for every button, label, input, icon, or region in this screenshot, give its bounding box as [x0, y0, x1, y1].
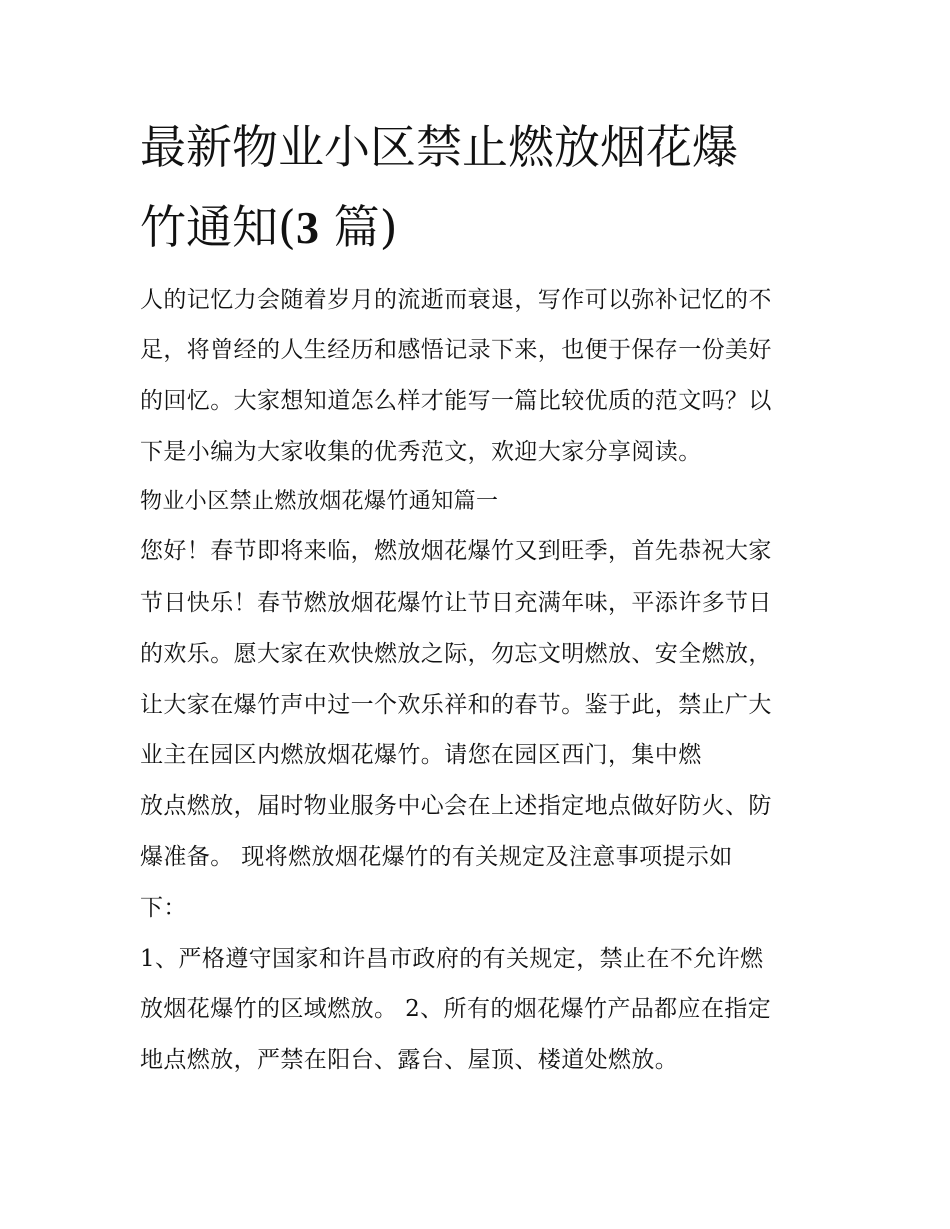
document-title-line-2 [140, 200, 398, 254]
intro-line-2: 足，将曾经的人生经历和感悟记录下来，也便于保存一份美好 [140, 337, 772, 363]
title-part-pre: 竹通知( [140, 200, 296, 254]
document-title-line-1: 最新物业小区禁止燃放烟花爆 [140, 120, 738, 174]
body-line-4: 让大家在爆竹声中过一个欢乐祥和的春节。鉴于此，禁止广大 [140, 692, 772, 718]
body-line-2: 节日快乐！春节燃放烟花爆竹让节日充满年味，平添许多节日 [140, 590, 772, 616]
body-line-1: 您好！春节即将来临，燃放烟花爆竹又到旺季，首先恭祝大家 [140, 538, 772, 564]
body-line-8: 下： [140, 895, 187, 921]
intro-line-1: 人的记忆力会随着岁月的流逝而衰退，写作可以弥补记忆的不 [140, 287, 772, 313]
body-line-6: 放点燃放，届时物业服务中心会在上述指定地点做好防火、防 [140, 793, 772, 819]
body-line-11: 地点燃放，严禁在阳台、露台、屋顶、楼道处燃放。 [140, 1047, 679, 1073]
title-part-number: 3 [295, 202, 319, 253]
body-line-3: 的欢乐。愿大家在欢快燃放之际，勿忘文明燃放、安全燃放， [140, 641, 772, 667]
intro-line-3: 的回忆。大家想知道怎么样才能写一篇比较优质的范文吗？以 [140, 388, 772, 414]
body-line-10: 放烟花爆竹的区域燃放。 2、所有的烟花爆竹产品都应在指定 [140, 996, 772, 1022]
section-heading: 物业小区禁止燃放烟花爆竹通知篇一 [140, 489, 499, 514]
body-line-7: 爆准备。 现将燃放烟花爆竹的有关规定及注意事项提示如 [140, 844, 733, 870]
title-part-post: 篇) [318, 200, 398, 254]
body-line-9: 1、严格遵守国家和许昌市政府的有关规定，禁止在不允许燃 [140, 946, 764, 972]
body-line-5: 业主在园区内燃放烟花爆竹。请您在园区西门，集中燃 [140, 742, 702, 768]
intro-line-4: 下是小编为大家收集的优秀范文，欢迎大家分享阅读。 [140, 439, 702, 465]
